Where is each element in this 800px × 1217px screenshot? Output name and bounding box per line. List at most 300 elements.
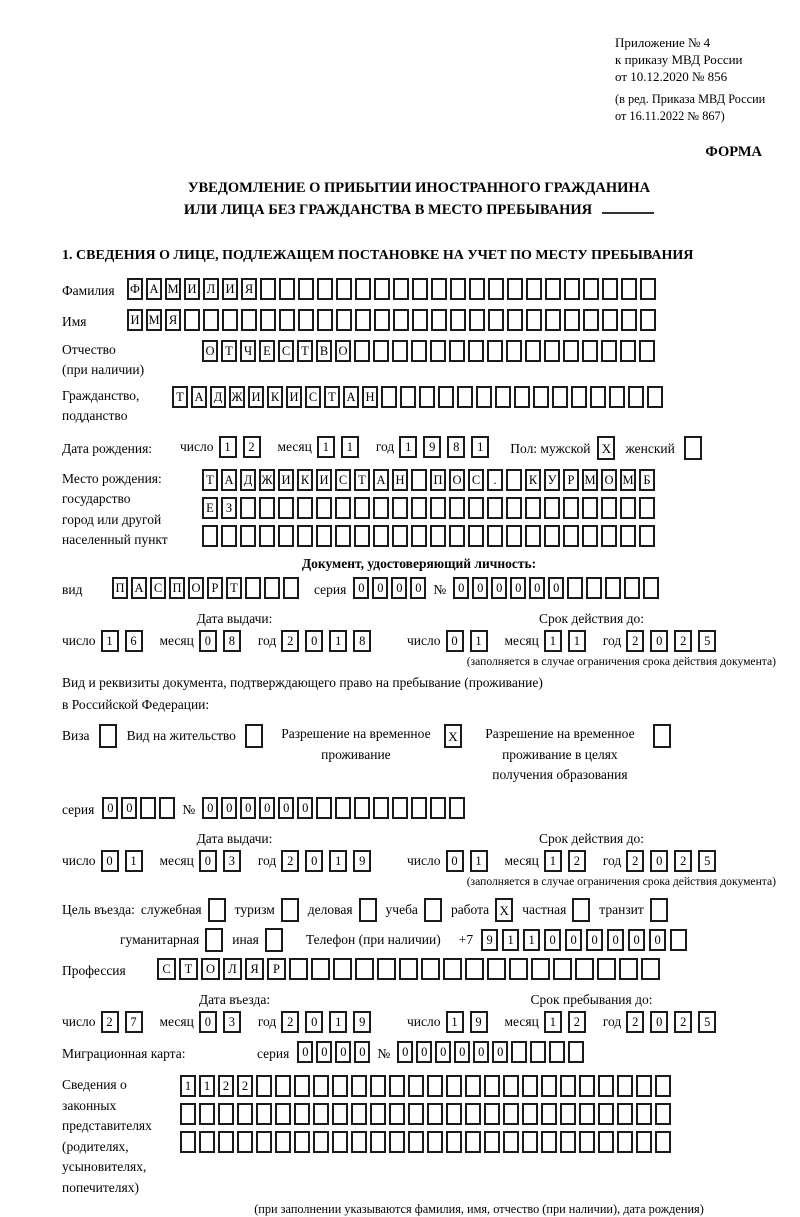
char-cell[interactable] — [336, 278, 352, 300]
char-cell[interactable]: А — [146, 278, 162, 300]
char-cell[interactable]: 0 — [472, 577, 488, 599]
char-cell[interactable]: 0 — [372, 577, 388, 599]
char-cell[interactable] — [544, 340, 560, 362]
char-cell[interactable] — [619, 958, 638, 980]
char-cell[interactable] — [438, 386, 454, 408]
char-cell[interactable] — [412, 309, 428, 331]
char-cell[interactable] — [655, 1103, 671, 1125]
char-cell[interactable] — [260, 309, 276, 331]
option-checkbox[interactable] — [359, 898, 377, 922]
char-cell[interactable] — [563, 340, 579, 362]
id-doc-series-cells[interactable] — [353, 577, 429, 599]
char-cell[interactable] — [180, 1131, 196, 1153]
char-cell[interactable] — [335, 797, 351, 819]
char-cell[interactable] — [522, 1103, 538, 1125]
char-cell[interactable] — [311, 958, 330, 980]
legal-reps-cells-row3[interactable] — [180, 1131, 674, 1153]
char-cell[interactable] — [159, 797, 175, 819]
char-cell[interactable] — [484, 1103, 500, 1125]
date-cell[interactable]: 1 — [471, 436, 489, 458]
char-cell[interactable]: Е — [202, 497, 218, 519]
char-cell[interactable] — [408, 1103, 424, 1125]
char-cell[interactable]: Т — [297, 340, 313, 362]
date-cell[interactable]: 2 — [281, 850, 299, 872]
char-cell[interactable] — [370, 1075, 386, 1097]
legal-reps-cells-row2[interactable] — [180, 1103, 674, 1125]
char-cell[interactable] — [465, 1103, 481, 1125]
date-cell[interactable]: 2 — [243, 436, 261, 458]
char-cell[interactable] — [533, 386, 549, 408]
option-checkbox[interactable] — [281, 898, 299, 922]
char-cell[interactable] — [563, 497, 579, 519]
char-cell[interactable]: 1 — [199, 1075, 215, 1097]
char-cell[interactable] — [316, 525, 332, 547]
char-cell[interactable] — [602, 309, 618, 331]
char-cell[interactable]: Я — [245, 958, 264, 980]
char-cell[interactable]: Ф — [127, 278, 143, 300]
char-cell[interactable]: А — [221, 469, 237, 491]
char-cell[interactable] — [373, 340, 389, 362]
char-cell[interactable] — [457, 386, 473, 408]
char-cell[interactable] — [294, 1075, 310, 1097]
char-cell[interactable] — [655, 1131, 671, 1153]
char-cell[interactable] — [354, 340, 370, 362]
char-cell[interactable]: М — [620, 469, 636, 491]
date-cell[interactable]: 0 — [101, 850, 119, 872]
char-cell[interactable] — [427, 1075, 443, 1097]
date-cell[interactable]: 1 — [125, 850, 143, 872]
char-cell[interactable] — [525, 525, 541, 547]
char-cell[interactable] — [259, 525, 275, 547]
char-cell[interactable] — [552, 386, 568, 408]
date-cell[interactable]: 9 — [423, 436, 441, 458]
char-cell[interactable]: 9 — [481, 929, 498, 951]
date-cell[interactable]: 1 — [329, 630, 347, 652]
char-cell[interactable] — [503, 1103, 519, 1125]
residence-permit-checkbox[interactable] — [236, 724, 263, 748]
date-cell[interactable]: 2 — [281, 1011, 299, 1033]
char-cell[interactable] — [544, 497, 560, 519]
char-cell[interactable]: 0 — [202, 797, 218, 819]
char-cell[interactable]: 0 — [435, 1041, 451, 1063]
char-cell[interactable] — [598, 1103, 614, 1125]
char-cell[interactable] — [621, 278, 637, 300]
char-cell[interactable] — [620, 525, 636, 547]
char-cell[interactable] — [408, 1075, 424, 1097]
char-cell[interactable] — [389, 1075, 405, 1097]
char-cell[interactable] — [399, 958, 418, 980]
date-cell[interactable]: 9 — [353, 850, 371, 872]
temp-residence-checkbox[interactable] — [435, 724, 462, 748]
char-cell[interactable] — [355, 958, 374, 980]
char-cell[interactable]: С — [305, 386, 321, 408]
char-cell[interactable]: Т — [226, 577, 242, 599]
date-cell[interactable]: 6 — [125, 630, 143, 652]
char-cell[interactable] — [530, 1041, 546, 1063]
char-cell[interactable]: А — [343, 386, 359, 408]
char-cell[interactable] — [541, 1103, 557, 1125]
char-cell[interactable] — [294, 1103, 310, 1125]
char-cell[interactable] — [313, 1075, 329, 1097]
char-cell[interactable]: 0 — [491, 577, 507, 599]
char-cell[interactable] — [468, 340, 484, 362]
char-cell[interactable] — [586, 577, 602, 599]
char-cell[interactable] — [503, 1131, 519, 1153]
char-cell[interactable] — [526, 309, 542, 331]
char-cell[interactable] — [392, 797, 408, 819]
char-cell[interactable] — [240, 497, 256, 519]
date-cell[interactable]: 0 — [446, 630, 464, 652]
char-cell[interactable] — [450, 278, 466, 300]
char-cell[interactable]: Т — [179, 958, 198, 980]
char-cell[interactable] — [393, 278, 409, 300]
char-cell[interactable]: 0 — [529, 577, 545, 599]
option-checkbox[interactable] — [572, 898, 590, 922]
date-cell[interactable]: 1 — [329, 1011, 347, 1033]
char-cell[interactable]: С — [468, 469, 484, 491]
char-cell[interactable] — [377, 958, 396, 980]
citizenship-cells[interactable] — [172, 386, 666, 408]
char-cell[interactable] — [275, 1131, 291, 1153]
char-cell[interactable] — [381, 386, 397, 408]
char-cell[interactable] — [639, 497, 655, 519]
char-cell[interactable] — [412, 278, 428, 300]
char-cell[interactable] — [241, 309, 257, 331]
char-cell[interactable] — [354, 497, 370, 519]
char-cell[interactable] — [639, 525, 655, 547]
birthplace-cells-row1[interactable] — [202, 469, 658, 491]
char-cell[interactable] — [421, 958, 440, 980]
char-cell[interactable]: Л — [203, 278, 219, 300]
char-cell[interactable] — [430, 340, 446, 362]
char-cell[interactable]: 1 — [180, 1075, 196, 1097]
char-cell[interactable] — [560, 1103, 576, 1125]
char-cell[interactable] — [469, 278, 485, 300]
char-cell[interactable] — [450, 309, 466, 331]
char-cell[interactable] — [545, 278, 561, 300]
char-cell[interactable]: 0 — [240, 797, 256, 819]
char-cell[interactable] — [446, 1103, 462, 1125]
char-cell[interactable] — [553, 958, 572, 980]
char-cell[interactable] — [333, 958, 352, 980]
char-cell[interactable] — [624, 577, 640, 599]
char-cell[interactable] — [408, 1131, 424, 1153]
char-cell[interactable] — [316, 497, 332, 519]
char-cell[interactable] — [259, 497, 275, 519]
char-cell[interactable] — [199, 1131, 215, 1153]
char-cell[interactable] — [507, 309, 523, 331]
char-cell[interactable] — [313, 1131, 329, 1153]
char-cell[interactable]: И — [248, 386, 264, 408]
char-cell[interactable] — [583, 278, 599, 300]
char-cell[interactable] — [670, 929, 687, 951]
char-cell[interactable] — [218, 1103, 234, 1125]
char-cell[interactable] — [560, 1075, 576, 1097]
char-cell[interactable]: Т — [354, 469, 370, 491]
date-cell[interactable]: 8 — [447, 436, 465, 458]
date-cell[interactable]: 1 — [544, 850, 562, 872]
char-cell[interactable] — [427, 1131, 443, 1153]
char-cell[interactable]: Д — [210, 386, 226, 408]
char-cell[interactable]: 0 — [335, 1041, 351, 1063]
char-cell[interactable] — [411, 525, 427, 547]
date-cell[interactable]: 8 — [353, 630, 371, 652]
char-cell[interactable]: 0 — [297, 1041, 313, 1063]
char-cell[interactable] — [503, 1075, 519, 1097]
char-cell[interactable]: 0 — [221, 797, 237, 819]
option-checkbox[interactable] — [205, 928, 223, 952]
char-cell[interactable] — [465, 958, 484, 980]
id-doc-valid-date[interactable] — [407, 630, 776, 652]
char-cell[interactable] — [549, 1041, 565, 1063]
char-cell[interactable]: М — [146, 309, 162, 331]
date-cell[interactable]: 5 — [698, 850, 716, 872]
date-cell[interactable]: 0 — [446, 850, 464, 872]
char-cell[interactable]: О — [601, 469, 617, 491]
char-cell[interactable]: О — [201, 958, 220, 980]
char-cell[interactable] — [430, 797, 446, 819]
char-cell[interactable] — [621, 309, 637, 331]
char-cell[interactable] — [332, 1075, 348, 1097]
char-cell[interactable]: 0 — [391, 577, 407, 599]
char-cell[interactable] — [203, 309, 219, 331]
char-cell[interactable] — [313, 1103, 329, 1125]
char-cell[interactable] — [647, 386, 663, 408]
char-cell[interactable] — [411, 469, 427, 491]
char-cell[interactable]: 0 — [297, 797, 313, 819]
char-cell[interactable] — [373, 797, 389, 819]
char-cell[interactable] — [264, 577, 280, 599]
char-cell[interactable] — [506, 340, 522, 362]
char-cell[interactable]: Я — [241, 278, 257, 300]
option-checkbox[interactable] — [650, 898, 668, 922]
char-cell[interactable]: 0 — [454, 1041, 470, 1063]
char-cell[interactable]: К — [267, 386, 283, 408]
char-cell[interactable] — [430, 525, 446, 547]
migration-series-cells[interactable] — [297, 1041, 373, 1063]
date-cell[interactable]: 5 — [698, 1011, 716, 1033]
char-cell[interactable] — [568, 1041, 584, 1063]
char-cell[interactable]: И — [316, 469, 332, 491]
char-cell[interactable] — [374, 309, 390, 331]
char-cell[interactable]: А — [373, 469, 389, 491]
char-cell[interactable]: . — [487, 469, 503, 491]
char-cell[interactable]: А — [191, 386, 207, 408]
char-cell[interactable] — [237, 1131, 253, 1153]
date-cell[interactable]: 0 — [199, 630, 217, 652]
char-cell[interactable] — [392, 525, 408, 547]
char-cell[interactable]: Ж — [229, 386, 245, 408]
date-cell[interactable]: 1 — [341, 436, 359, 458]
date-cell[interactable]: 2 — [674, 850, 692, 872]
char-cell[interactable] — [351, 1103, 367, 1125]
char-cell[interactable] — [260, 278, 276, 300]
char-cell[interactable]: П — [430, 469, 446, 491]
char-cell[interactable] — [275, 1075, 291, 1097]
char-cell[interactable] — [598, 1075, 614, 1097]
char-cell[interactable]: Б — [639, 469, 655, 491]
char-cell[interactable] — [468, 497, 484, 519]
char-cell[interactable] — [495, 386, 511, 408]
checkbox-cell[interactable] — [99, 724, 117, 748]
date-cell[interactable]: 2 — [626, 850, 644, 872]
char-cell[interactable] — [605, 577, 621, 599]
char-cell[interactable] — [443, 958, 462, 980]
date-cell[interactable]: 1 — [399, 436, 417, 458]
char-cell[interactable]: С — [157, 958, 176, 980]
char-cell[interactable] — [370, 1103, 386, 1125]
char-cell[interactable] — [332, 1131, 348, 1153]
char-cell[interactable]: Т — [202, 469, 218, 491]
char-cell[interactable] — [617, 1075, 633, 1097]
char-cell[interactable] — [374, 278, 390, 300]
char-cell[interactable] — [332, 1103, 348, 1125]
date-cell[interactable]: 1 — [317, 436, 335, 458]
char-cell[interactable]: 0 — [410, 577, 426, 599]
char-cell[interactable]: И — [222, 278, 238, 300]
char-cell[interactable] — [354, 525, 370, 547]
stay-doc-issue-date[interactable] — [62, 850, 407, 872]
option-checkbox[interactable] — [265, 928, 283, 952]
char-cell[interactable] — [392, 340, 408, 362]
date-cell[interactable]: 0 — [650, 850, 668, 872]
char-cell[interactable]: Ч — [240, 340, 256, 362]
entry-date-fields[interactable] — [62, 1011, 407, 1033]
char-cell[interactable] — [245, 577, 261, 599]
char-cell[interactable] — [431, 309, 447, 331]
char-cell[interactable] — [373, 525, 389, 547]
checkbox-cell[interactable]: X — [444, 724, 462, 748]
date-cell[interactable]: 0 — [650, 630, 668, 652]
char-cell[interactable] — [289, 958, 308, 980]
checkbox-cell[interactable]: X — [597, 436, 615, 460]
char-cell[interactable]: Т — [221, 340, 237, 362]
char-cell[interactable]: 0 — [354, 1041, 370, 1063]
char-cell[interactable] — [560, 1131, 576, 1153]
char-cell[interactable] — [370, 1131, 386, 1153]
char-cell[interactable]: И — [278, 469, 294, 491]
char-cell[interactable]: О — [335, 340, 351, 362]
char-cell[interactable] — [351, 1075, 367, 1097]
char-cell[interactable] — [484, 1131, 500, 1153]
char-cell[interactable] — [298, 309, 314, 331]
char-cell[interactable]: 0 — [473, 1041, 489, 1063]
date-cell[interactable]: 2 — [674, 630, 692, 652]
char-cell[interactable] — [582, 497, 598, 519]
date-cell[interactable]: 0 — [305, 1011, 323, 1033]
char-cell[interactable] — [240, 525, 256, 547]
char-cell[interactable] — [449, 340, 465, 362]
char-cell[interactable] — [419, 386, 435, 408]
char-cell[interactable]: П — [169, 577, 185, 599]
char-cell[interactable] — [525, 497, 541, 519]
char-cell[interactable] — [636, 1075, 652, 1097]
char-cell[interactable] — [620, 497, 636, 519]
checkbox-cell[interactable] — [653, 724, 671, 748]
char-cell[interactable]: О — [449, 469, 465, 491]
char-cell[interactable]: 2 — [237, 1075, 253, 1097]
char-cell[interactable]: И — [286, 386, 302, 408]
stay-doc-valid-date[interactable] — [407, 850, 776, 872]
migration-number-cells[interactable] — [397, 1041, 587, 1063]
char-cell[interactable]: 0 — [548, 577, 564, 599]
date-cell[interactable]: 9 — [470, 1011, 488, 1033]
char-cell[interactable] — [297, 497, 313, 519]
char-cell[interactable]: К — [297, 469, 313, 491]
date-cell[interactable]: 3 — [223, 850, 241, 872]
char-cell[interactable]: О — [202, 340, 218, 362]
char-cell[interactable] — [522, 1075, 538, 1097]
char-cell[interactable] — [180, 1103, 196, 1125]
char-cell[interactable]: 0 — [586, 929, 603, 951]
char-cell[interactable]: С — [150, 577, 166, 599]
char-cell[interactable] — [579, 1075, 595, 1097]
surname-cells[interactable] — [127, 278, 659, 300]
char-cell[interactable] — [601, 525, 617, 547]
char-cell[interactable] — [636, 1103, 652, 1125]
char-cell[interactable] — [427, 1103, 443, 1125]
date-cell[interactable]: 8 — [223, 630, 241, 652]
date-cell[interactable]: 1 — [219, 436, 237, 458]
date-cell[interactable]: 9 — [353, 1011, 371, 1033]
char-cell[interactable] — [389, 1103, 405, 1125]
char-cell[interactable]: Т — [172, 386, 188, 408]
date-cell[interactable]: 1 — [470, 630, 488, 652]
char-cell[interactable] — [590, 386, 606, 408]
char-cell[interactable]: 0 — [628, 929, 645, 951]
char-cell[interactable] — [628, 386, 644, 408]
char-cell[interactable]: 1 — [502, 929, 519, 951]
date-cell[interactable]: 1 — [470, 850, 488, 872]
char-cell[interactable] — [317, 309, 333, 331]
char-cell[interactable]: Н — [362, 386, 378, 408]
char-cell[interactable]: 2 — [218, 1075, 234, 1097]
stay-until-fields[interactable] — [407, 1011, 776, 1033]
char-cell[interactable] — [511, 1041, 527, 1063]
phone-cells[interactable] — [481, 929, 691, 951]
char-cell[interactable]: Р — [267, 958, 286, 980]
visa-checkbox[interactable] — [90, 724, 117, 748]
char-cell[interactable]: Р — [563, 469, 579, 491]
char-cell[interactable] — [278, 525, 294, 547]
char-cell[interactable] — [641, 958, 660, 980]
char-cell[interactable] — [601, 340, 617, 362]
char-cell[interactable] — [256, 1103, 272, 1125]
char-cell[interactable] — [449, 497, 465, 519]
char-cell[interactable] — [351, 1131, 367, 1153]
char-cell[interactable] — [294, 1131, 310, 1153]
char-cell[interactable]: 0 — [397, 1041, 413, 1063]
char-cell[interactable]: Е — [259, 340, 275, 362]
char-cell[interactable] — [140, 797, 156, 819]
birthdate-fields[interactable] — [180, 436, 506, 458]
option-checkbox[interactable] — [424, 898, 442, 922]
char-cell[interactable] — [317, 278, 333, 300]
char-cell[interactable]: 0 — [416, 1041, 432, 1063]
char-cell[interactable]: 0 — [607, 929, 624, 951]
char-cell[interactable] — [355, 278, 371, 300]
char-cell[interactable] — [237, 1103, 253, 1125]
char-cell[interactable] — [544, 525, 560, 547]
date-cell[interactable]: 2 — [626, 1011, 644, 1033]
char-cell[interactable] — [564, 278, 580, 300]
char-cell[interactable]: О — [188, 577, 204, 599]
char-cell[interactable] — [579, 1131, 595, 1153]
char-cell[interactable] — [636, 1131, 652, 1153]
char-cell[interactable]: Н — [392, 469, 408, 491]
char-cell[interactable] — [602, 278, 618, 300]
char-cell[interactable] — [468, 525, 484, 547]
